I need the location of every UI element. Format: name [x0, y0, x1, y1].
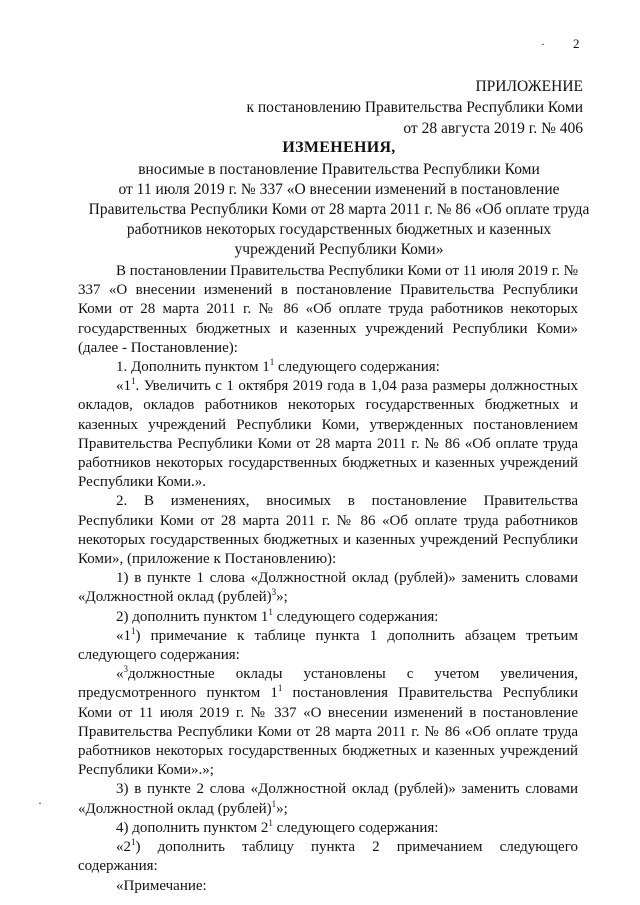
heading-title: ИЗМЕНЕНИЯ,	[282, 139, 396, 156]
subitem-2-quote: «$1^1$) примечание к таблице пункта 1 дополнить абзацем третьим следующего содержания:	[78, 625, 578, 664]
annex-decree-ref: к постановлению Правительства Республики Коми	[246, 99, 583, 116]
document-body	[78, 262, 578, 896]
annex-date: от 28 августа 2019 г. № 406	[403, 120, 583, 137]
heading-line: Правительства Республики Коми от 28 марта 2011 г. № 86 «Об оплате труда	[88, 201, 590, 218]
item-1-quote: «$1^1$. Увеличить с 1 октября 2019 года в 1,04 раза размеры должностных окладов, окладов работников некоторых государственных бюджетных и казенных учреждений Республики Коми, утвержденных постановлением Правительства Республики Коми от 28 марта 2011 г. № 86 «Об оплате труда работников некоторых государственных бюджетных и казенных учреждений Республики Коми.».	[78, 376, 578, 491]
document-heading	[86, 138, 592, 260]
remark-label: «Примечание:	[116, 877, 207, 894]
subitem-2: 2) дополнить пунктом $1^1$ следующего содержания:	[116, 606, 439, 625]
scan-speck: ·	[38, 796, 42, 810]
heading-line: работников некоторых государственных бюджетных и казенных	[126, 221, 552, 238]
subitem-4: 4) дополнить пунктом $2^1$ следующего содержания:	[116, 817, 439, 836]
heading-line: от 11 июля 2019 г. № 337 «О внесении изменений в постановление	[118, 181, 560, 198]
item-2: 2. В изменениях, вносимых в постановление Правительства Республики Коми от 28 марта 2011 г. № 86 «Об оплате труда работников некоторых государственных бюджетных и казенных учреждений Республики Коми», (приложение к Постановлению):	[78, 493, 578, 568]
heading-line: вносимые в постановление Правительства Республики Коми	[138, 161, 540, 178]
intro-paragraph: В постановлении Правительства Республики Коми от 11 июля 2019 г. № 337 «О внесении изменений в постановление Правительства Республики Коми от 28 марта 2011 г. № 86 «Об оплате труда работников некоторых государственных бюджетных и казенных учреждений Республики Коми» (далее - Постановление):	[78, 263, 578, 356]
page-number: 2	[573, 36, 580, 51]
subitem-4-quote: «$2^1$) дополнить таблицу пункта 2 примечанием следующего содержания:	[78, 837, 578, 875]
heading-line: учреждений Республики Коми»	[234, 241, 444, 258]
annex-block	[223, 76, 583, 139]
annex-title: ПРИЛОЖЕНИЕ	[475, 78, 583, 95]
footnote-text: «$^3$должностные оклады установлены с учетом увеличения, предусмотренного пунктом $1^1$ постановления Правительства Республики Коми от 11 июля 2019 г. № 337 «О внесении изменений в постановление Правительства Республики Коми от 28 марта 2011 г. № 86 «Об оплате труда работников некоторых государственных бюджетных и казенных учреждений Республики Коми».»;	[78, 664, 578, 779]
item-1: 1. Дополнить пунктом $1^1$ следующего содержания:	[116, 357, 440, 376]
scan-speck: ·	[541, 37, 545, 51]
subitem-3: 3) в пункте 2 слова «Должностной оклад (рублей)» заменить словами «Должностной оклад (рублей)$^1$»;	[78, 781, 578, 817]
subitem-1: 1) в пункте 1 слова «Должностной оклад (рублей)» заменить словами «Должностной оклад (рублей)$^3$»;	[78, 570, 578, 606]
